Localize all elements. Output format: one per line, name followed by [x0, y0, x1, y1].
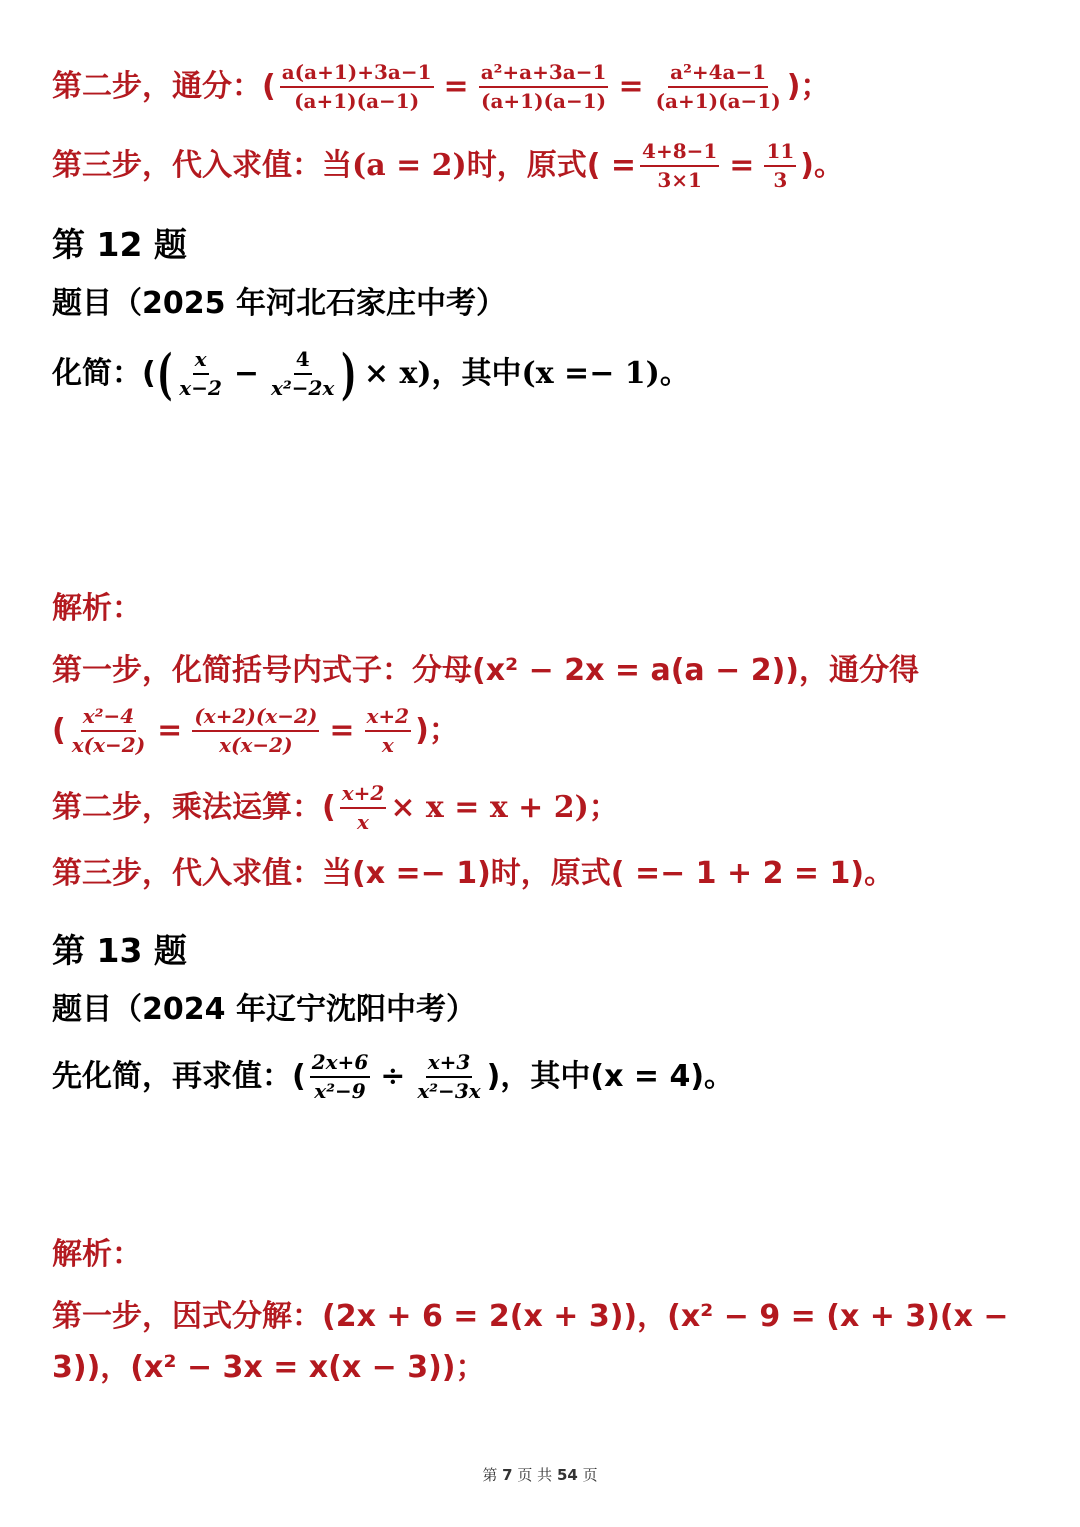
q12-step1-fractions	[52, 706, 1040, 756]
q12-problem-label: 化简：(	[52, 356, 156, 391]
numerator: x+3	[426, 1052, 473, 1078]
q12-analysis-label: 解析：	[52, 591, 142, 626]
numerator: a²+4a−1	[668, 62, 768, 88]
footer-mid: 页 共	[517, 1466, 553, 1484]
denominator: x²−3x	[417, 1079, 481, 1103]
denominator: x(x−2)	[71, 733, 146, 757]
q12-source: 题目（2025 年河北石家庄中考）	[52, 286, 506, 321]
q11-step2-label: 第二步，通分：(	[52, 69, 276, 104]
equals-sign: =	[329, 713, 355, 748]
q12-problem	[52, 342, 1040, 406]
q11-step2-fraction-1	[280, 62, 434, 112]
denominator: 3	[773, 168, 788, 192]
q13-problem	[52, 1052, 1040, 1102]
total-pages: 54	[556, 1466, 578, 1484]
numerator: x²−4	[81, 706, 136, 732]
q11-step3-mid: 时，原式( =	[466, 148, 637, 183]
q13-source: 题目（2024 年辽宁沈阳中考）	[52, 992, 476, 1027]
q12-step1-fraction-1	[70, 706, 147, 756]
footer-post: 页	[582, 1466, 598, 1484]
q13-problem-after: )，其中(x = 4)。	[486, 1059, 735, 1094]
q12-step2-after: × x = x + 2)；	[390, 790, 619, 825]
q13-problem-label: 先化简，再求值：(	[52, 1059, 306, 1094]
q13-problem-fraction-1	[310, 1052, 371, 1102]
q12-step1-end: )；	[415, 713, 459, 748]
numerator: x+2	[365, 706, 412, 732]
q12-title: 第 12 题	[52, 225, 187, 264]
q12-step3: 第三步，代入求值：当(x =− 1)时，原式( =− 1 + 2 = 1)。	[52, 856, 895, 891]
denominator: x	[357, 810, 369, 834]
page-footer	[0, 1464, 1080, 1485]
minus-sign: −	[233, 356, 260, 391]
numerator: 4	[294, 349, 312, 375]
numerator: 2x+6	[310, 1052, 371, 1078]
q13-analysis-label: 解析：	[52, 1237, 142, 1272]
equals-sign: =	[618, 69, 644, 104]
numerator: a²+a+3a−1	[479, 62, 609, 88]
q12-problem-fraction-1	[177, 349, 224, 399]
denominator: x(x−2)	[219, 733, 293, 757]
q13-title: 第 13 题	[52, 931, 187, 970]
equals-sign: =	[157, 713, 183, 748]
denominator: (a+1)(a−1)	[481, 89, 607, 113]
q12-step1-fraction-2	[192, 706, 319, 756]
page-number: 7	[502, 1466, 513, 1484]
q12-step2-label: 第二步，乘法运算：(	[52, 790, 336, 825]
q11-step3	[52, 141, 1040, 191]
q11-step2-fraction-2	[479, 62, 609, 112]
footer-pre: 第	[482, 1466, 498, 1484]
q13-problem-fraction-2	[415, 1052, 482, 1102]
numerator: a(a+1)+3a−1	[280, 62, 434, 88]
q11-step3-label: 第三步，代入求值：当	[52, 148, 352, 183]
q12-step1-text: 第一步，化简括号内式子：分母(x² − 2x = a(a − 2))，通分得	[52, 653, 919, 688]
q12-step1-fraction-3	[365, 706, 412, 756]
open-paren: (	[52, 713, 66, 748]
denominator: (a+1)(a−1)	[294, 89, 420, 113]
denominator: x−2	[179, 376, 222, 400]
numerator: (x+2)(x−2)	[192, 706, 319, 732]
q11-step2	[52, 62, 1040, 112]
denominator: (a+1)(a−1)	[655, 89, 781, 113]
numerator: 11	[764, 141, 796, 167]
big-right-paren: )	[341, 342, 357, 406]
q13-step1-line2: 3))，(x² − 3x = x(x − 3))；	[52, 1350, 486, 1385]
q13-step1-line1: 第一步，因式分解：(2x + 6 = 2(x + 3))，(x² − 9 = (x + 3)(x −	[52, 1299, 1009, 1334]
q12-problem-after: × x)，其中(x =− 1)。	[363, 356, 690, 391]
q11-step3-fraction-1	[640, 141, 719, 191]
divide-sign: ÷	[380, 1059, 406, 1094]
numerator: 4+8−1	[640, 141, 719, 167]
q11-step3-condition: (a = 2)	[352, 148, 467, 183]
denominator: x	[381, 733, 394, 757]
denominator: 3×1	[657, 168, 702, 192]
equals-sign: =	[729, 148, 755, 183]
numerator: x+2	[340, 783, 387, 809]
q11-step3-end: )。	[800, 148, 844, 183]
q11-step3-fraction-2	[764, 141, 796, 191]
numerator: x	[193, 349, 209, 375]
q11-step2-end: )；	[786, 69, 831, 104]
denominator: x²−2x	[271, 376, 335, 400]
big-left-paren: (	[156, 342, 173, 406]
q12-step2	[52, 783, 1040, 833]
q11-step2-fraction-3	[654, 62, 783, 112]
q12-problem-fraction-2	[269, 349, 336, 399]
q12-step2-fraction-1	[340, 783, 387, 833]
denominator: x²−9	[314, 1079, 366, 1103]
equals-sign: =	[443, 69, 469, 104]
